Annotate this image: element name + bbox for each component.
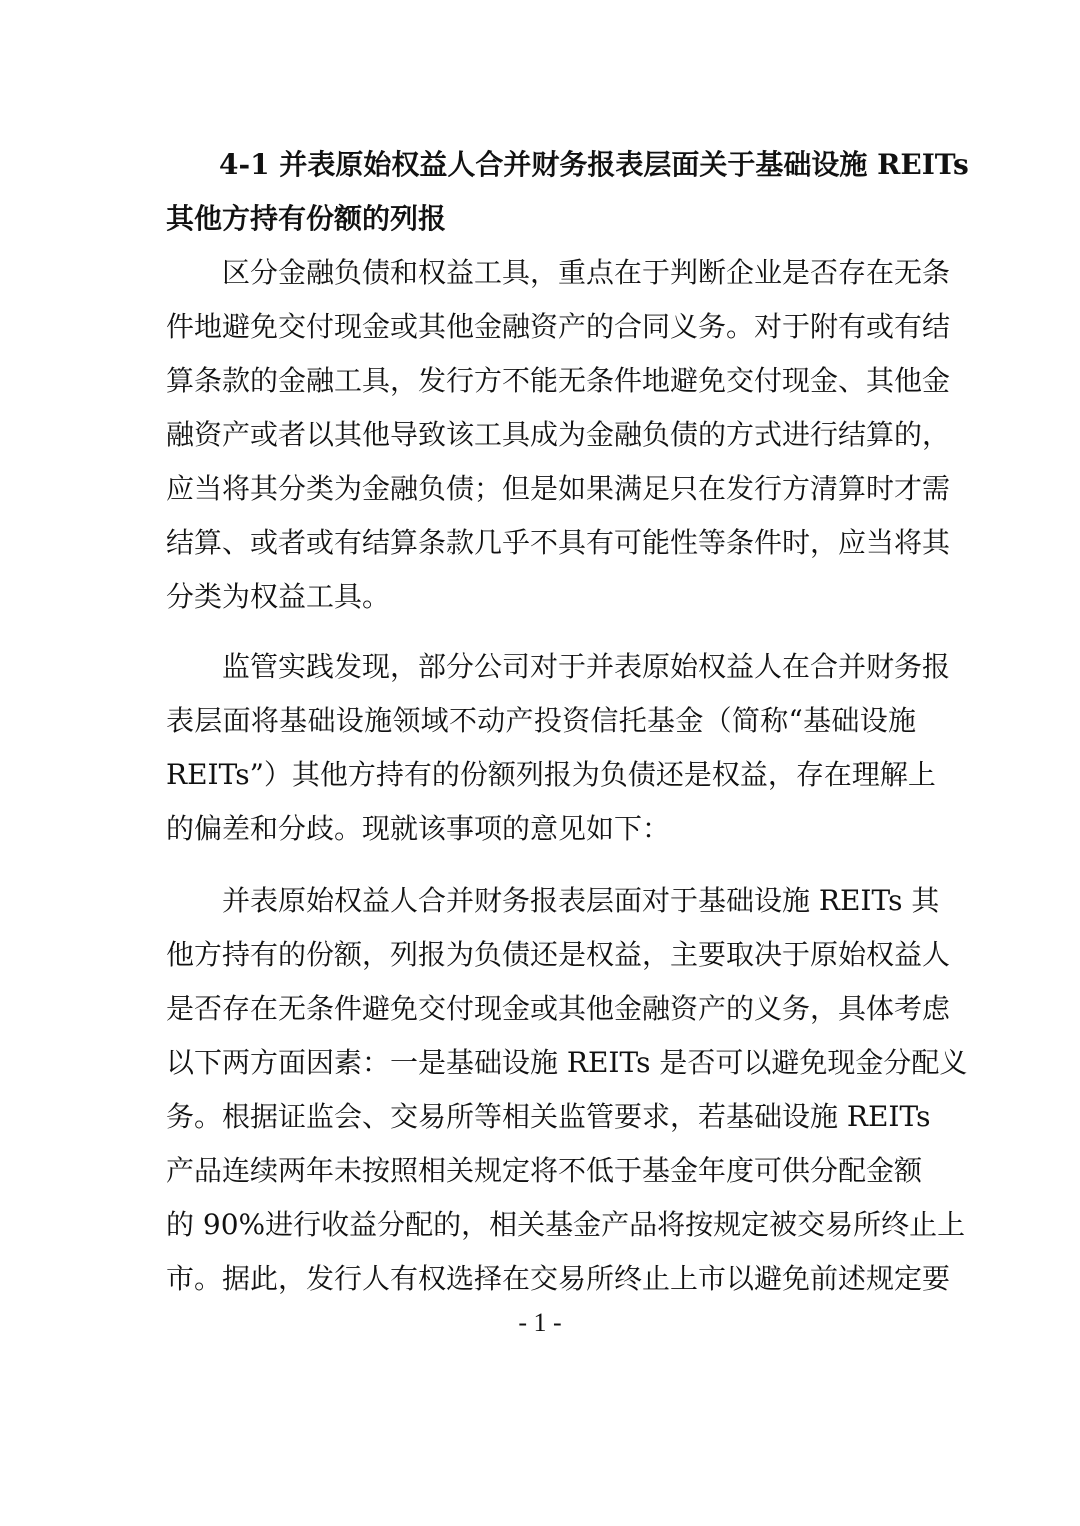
paragraph-2-line-1: 监管实践发现，部分公司对于并表原始权益人在合并财务报 [222, 650, 951, 683]
paragraph-1-line-5: 应当将其分类为金融负债；但是如果满足只在发行方清算时才需 [166, 472, 951, 505]
paragraph-1-line-1: 区分金融负债和权益工具，重点在于判断企业是否存在无条 [222, 256, 951, 289]
page-number: - 1 - [518, 1308, 562, 1337]
paragraph-3-line-8: 市。据此，发行人有权选择在交易所终止上市以避免前述规定要 [166, 1262, 951, 1295]
section-heading-line-1: 4-1 并表原始权益人合并财务报表层面关于基础设施 REITs [219, 148, 969, 181]
paragraph-3-line-5: 务。根据证监会、交易所等相关监管要求，若基础设施 REITs [166, 1100, 931, 1133]
paragraph-2-line-4: 的偏差和分歧。现就该事项的意见如下： [166, 812, 671, 845]
paragraph-1-line-6: 结算、或者或有结算条款几乎不具有可能性等条件时，应当将其 [166, 526, 951, 559]
paragraph-3-line-1: 并表原始权益人合并财务报表层面对于基础设施 REITs 其 [222, 884, 940, 917]
paragraph-2-line-3: REITs”）其他方持有的份额列报为负债还是权益，存在理解上 [166, 758, 936, 791]
section-heading-line-2: 其他方持有份额的列报 [166, 202, 447, 235]
paragraph-3-line-3: 是否存在无条件避免交付现金或其他金融资产的义务，具体考虑 [166, 992, 951, 1025]
paragraph-2-line-2: 表层面将基础设施领域不动产投资信托基金（简称“基础设施 [166, 704, 916, 737]
paragraph-3-line-6: 产品连续两年未按照相关规定将不低于基金年度可供分配金额 [166, 1154, 923, 1187]
paragraph-1-line-3: 算条款的金融工具，发行方不能无条件地避免交付现金、其他金 [166, 364, 951, 397]
paragraph-1-line-7: 分类为权益工具。 [166, 580, 391, 613]
paragraph-3-line-4: 以下两方面因素：一是基础设施 REITs 是否可以避免现金分配义 [166, 1046, 968, 1079]
paragraph-3-line-2: 他方持有的份额，列报为负债还是权益，主要取决于原始权益人 [166, 938, 951, 971]
paragraph-1-line-2: 件地避免交付现金或其他金融资产的合同义务。对于附有或有结 [166, 310, 951, 343]
paragraph-3-line-7: 的 90%进行收益分配的，相关基金产品将按规定被交易所终止上 [166, 1208, 966, 1241]
paragraph-1-line-4: 融资产或者以其他导致该工具成为金融负债的方式进行结算的， [166, 418, 951, 451]
